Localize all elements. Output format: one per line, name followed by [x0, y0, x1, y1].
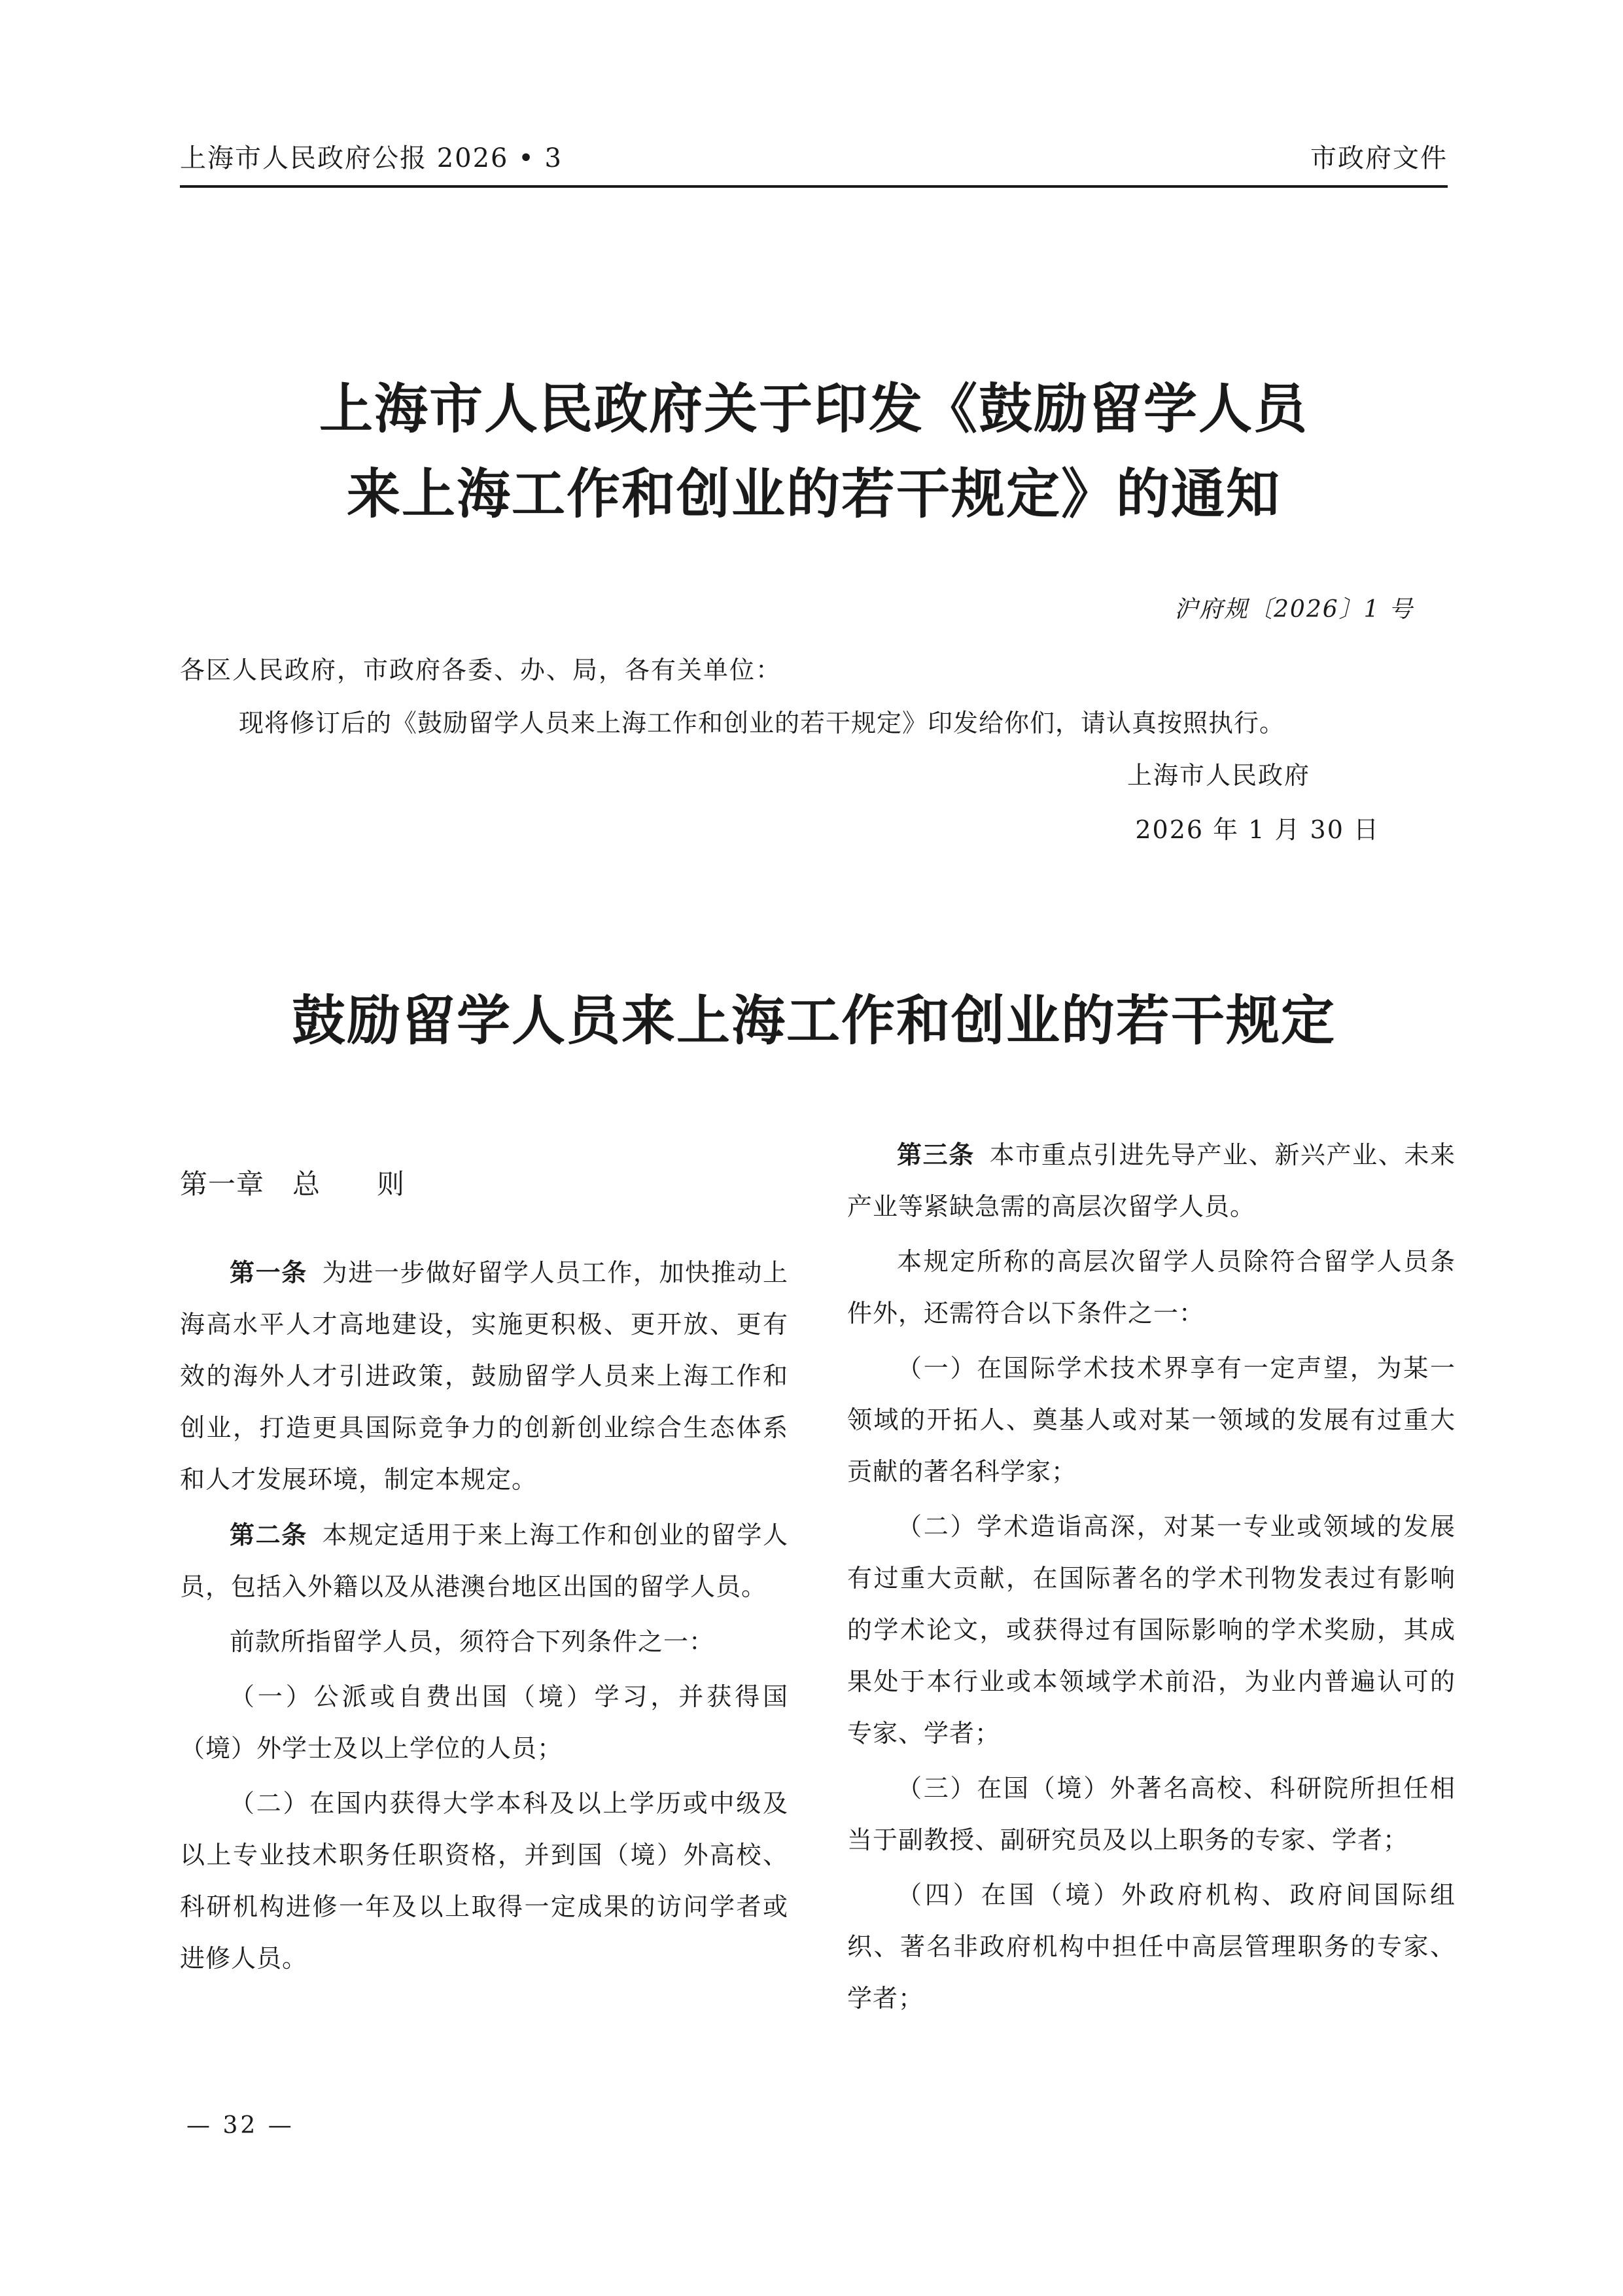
paragraph-text: （一）公派或自费出国（境）学习，并获得国（境）外学士及以上学位的人员； — [180, 1682, 788, 1763]
paragraph-text: （一）在国际学术技术界享有一定声望，为某一领域的开拓人、奠基人或对某一领域的发展有过重大贡献的著名科学家； — [847, 1354, 1456, 1486]
left-column — [180, 1158, 788, 1988]
paragraph-text: 为进一步做好留学人员工作，加快推动上海高水平人才高地建设，实施更积极、更开放、更有效的海外人才引进政策，鼓励留学人员来上海工作和创业，打造更具国际竞争力的创新创业综合生态体系和人才发展环境，制定本规定。 — [180, 1258, 788, 1494]
paragraph — [180, 1246, 788, 1506]
paragraph-text: 本规定所称的高层次留学人员除符合留学人员条件外，还需符合以下条件之一： — [847, 1247, 1456, 1328]
paragraph-text: 前款所指留学人员，须符合下列条件之一： — [230, 1627, 715, 1656]
paragraph — [847, 1343, 1456, 1498]
paragraph-text: （三）在国（境）外著名高校、科研院所担任相当于副教授、副研究员及以上职务的专家、学者； — [847, 1774, 1456, 1854]
notice-body: 现将修订后的《鼓励留学人员来上海工作和创业的若干规定》印发给你们，请认真按照执行。 — [239, 709, 1285, 737]
header-publication: 上海市人民政府公报 2026 • 3 — [180, 143, 563, 173]
article-label: 第三条 — [897, 1140, 975, 1169]
paragraph-text: （四）在国（境）外政府机构、政府间国际组织、著名非政府机构中担任中高层管理职务的专家、学者； — [847, 1881, 1456, 2013]
paragraph — [847, 1763, 1456, 1866]
paragraph-text: （二）学术造诣高深，对某一专业或领域的发展有过重大贡献，在国际著名的学术刊物发表过有影响的学术论文，或获得过有国际影响的学术奖励，其成果处于本行业或本领域学术前沿，为业内普遍认可的专家、学者； — [847, 1512, 1456, 1748]
notice-title-line-2: 来上海工作和创业的若干规定》的通知 — [346, 463, 1281, 525]
paragraph-text: （二）在国内获得大学本科及以上学历或中级及以上专业技术职务任职资格，并到国（境）外高校、科研机构进修一年及以上取得一定成果的访问学者或进修人员。 — [180, 1789, 788, 1973]
paragraph-text: 本规定适用于来上海工作和创业的留学人员，包括入外籍以及从港澳台地区出国的留学人员。 — [180, 1521, 788, 1601]
paragraph — [847, 1236, 1456, 1339]
issue-date: 2026 年 1 月 30 日 — [1135, 815, 1380, 844]
right-column — [847, 1129, 1456, 2028]
regulation-title: 鼓励留学人员来上海工作和创业的若干规定 — [291, 989, 1336, 1052]
paragraph — [180, 1671, 788, 1775]
header-rule — [180, 185, 1448, 188]
header-section: 市政府文件 — [1310, 143, 1448, 173]
paragraph — [847, 1501, 1456, 1759]
chapter-title: 第一章 总 则 — [180, 1168, 406, 1200]
document-number: 沪府规〔2026〕1 号 — [1174, 596, 1414, 623]
issuer: 上海市人民政府 — [1126, 761, 1310, 790]
notice-title-line-1: 上海市人民政府关于印发《鼓励留学人员 — [319, 378, 1308, 440]
addressee: 各区人民政府，市政府各委、办、局，各有关单位： — [180, 656, 782, 684]
article-label: 第一条 — [230, 1258, 307, 1287]
paragraph — [847, 1129, 1456, 1233]
notice-title — [180, 366, 1448, 537]
paragraph — [180, 1778, 788, 1985]
page-number: — 32 — — [186, 2112, 294, 2139]
article-label: 第二条 — [230, 1520, 307, 1549]
paragraph — [847, 1869, 1456, 2024]
paragraph — [180, 1509, 788, 1613]
paragraph-text: 本市重点引进先导产业、新兴产业、未来产业等紧缺急需的高层次留学人员。 — [847, 1140, 1456, 1221]
paragraph — [180, 1616, 788, 1668]
